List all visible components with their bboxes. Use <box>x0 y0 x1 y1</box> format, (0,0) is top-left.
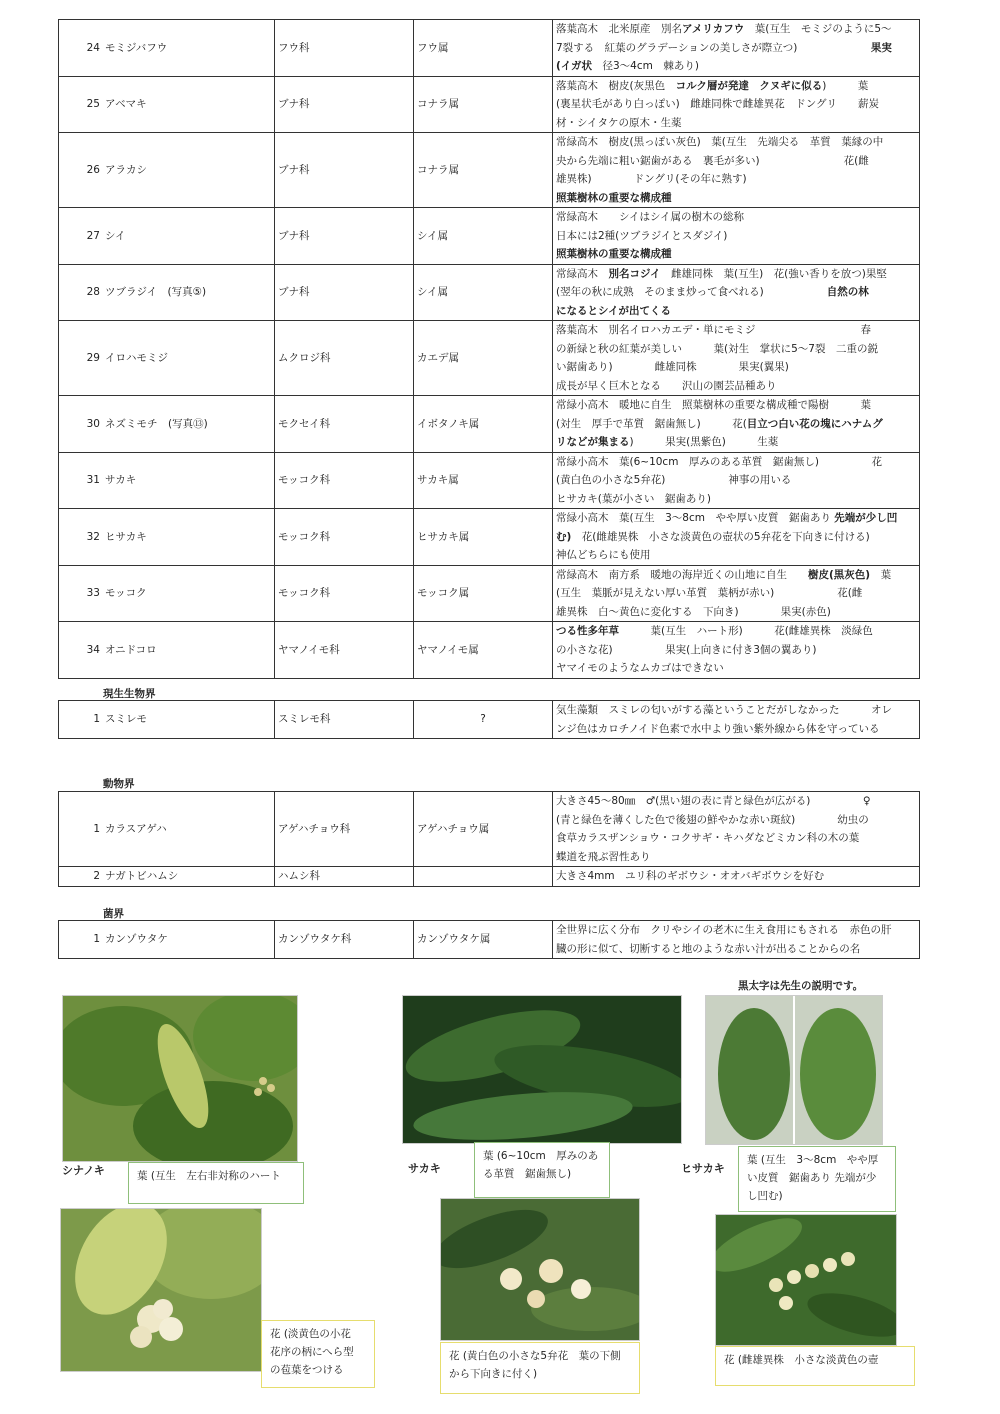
description-line <box>556 603 916 622</box>
description-line <box>556 659 916 678</box>
description-text: (青と緑色を薄くした色で後翅の鮮やかな赤い斑紋) 幼虫の <box>556 813 869 826</box>
row-number: 30 <box>59 396 103 453</box>
description-line <box>556 509 916 528</box>
species-name: モミジバフウ <box>102 20 275 77</box>
description-text: (互生 葉脈が見えない厚い革質 葉柄が赤い) 花(雌 <box>556 587 863 599</box>
hisakaki-flower-photo <box>715 1214 897 1346</box>
emphasis-text: 目立つ白い花の塊にハナムグ <box>746 417 883 430</box>
family-name: カンゾウタケ科 <box>275 921 414 959</box>
species-name: ナガトビハムシ <box>102 867 275 887</box>
row-number: 32 <box>59 509 103 566</box>
description-text: の小さな花) 果実(上向きに付き3個の翼あり) <box>556 643 817 656</box>
emphasis-text: 先端が少し凹 <box>834 512 898 524</box>
description <box>553 396 920 453</box>
caption-line: から下向きに付く) <box>449 1368 538 1380</box>
genus-name: アゲハチョウ属 <box>414 792 553 867</box>
family-name: ムクロジ科 <box>275 321 414 396</box>
description-text: 材・シイタケの原木・生薬 <box>556 116 682 129</box>
description-line <box>556 921 916 940</box>
description-line <box>556 720 916 739</box>
family-name: ヤマノイモ科 <box>275 622 414 679</box>
sakaki-flower-photo <box>440 1198 640 1341</box>
section-title-animal: 動物界 <box>103 778 135 790</box>
description-text: 常緑高木 <box>556 267 609 280</box>
family-name: スミレモ科 <box>275 701 414 739</box>
description-text: 常緑小高木 葉(6~10cm 厚みのある革質 鋸歯無し) 花 <box>556 455 883 468</box>
description-line <box>556 77 916 96</box>
family-name: フウ科 <box>275 20 414 77</box>
description-line <box>556 848 916 867</box>
description-line <box>556 302 916 321</box>
table-row <box>59 133 920 208</box>
description <box>553 701 920 739</box>
row-number: 1 <box>59 921 103 959</box>
caption-line: い皮質 鋸歯あり 先端が少 <box>747 1172 877 1184</box>
description-line <box>556 20 916 39</box>
species-name: モッコク <box>102 565 275 622</box>
description-line <box>556 415 916 434</box>
table-row <box>59 321 920 396</box>
hisakaki-label: ヒサカキ <box>681 1162 725 1175</box>
genus-name: ヒサカキ属 <box>414 509 553 566</box>
row-number: 1 <box>59 792 103 867</box>
sakaki-leaf-photo <box>402 995 682 1144</box>
genus-name: サカキ属 <box>414 452 553 509</box>
shinanoki-flower-photo <box>60 1208 262 1372</box>
description-text: 常緑小高木 葉(互生 3〜8cm やや厚い皮質 鋸歯あり <box>556 512 835 524</box>
description-line <box>556 152 916 171</box>
family-name: モクセイ科 <box>275 396 414 453</box>
row-number: 24 <box>59 20 103 77</box>
shinanoki-label: シナノキ <box>62 1164 105 1177</box>
table-row <box>59 622 920 679</box>
description-line <box>556 622 916 641</box>
table-row <box>59 867 920 887</box>
description <box>553 321 920 396</box>
table-row <box>59 208 920 265</box>
description-text: (裏星状毛があり白っぽい) 雌雄同株で雌雄異花 ドングリ 薪炭 <box>556 98 879 110</box>
table-row <box>59 701 920 739</box>
description-text: ンジ色はカロチノイド色素で水中より強い紫外線から体を守っている <box>556 722 880 735</box>
description-text: 気生藻類 スミレの匂いがする藻ということだがしなかった オレ <box>556 704 892 716</box>
family-name: ブナ科 <box>275 76 414 133</box>
caption-line: 花 (淡黄色の小花 <box>270 1328 351 1340</box>
row-number: 29 <box>59 321 103 396</box>
description-text: 成長が早く巨木となる 沢山の園芸品種あり <box>556 379 777 392</box>
legend-note: 黒太字は先生の説明です。 <box>738 980 864 992</box>
caption-line: 葉 (互生 3〜8cm やや厚 <box>747 1154 879 1166</box>
emphasis-text: アメリカフウ <box>682 23 745 35</box>
description-line <box>556 114 916 133</box>
description-text: 落葉高木 樹皮(灰黒色 <box>556 79 676 92</box>
description-line <box>556 471 916 490</box>
description-text: 常緑高木 樹皮(黒っぽい灰色) 葉(互生 先端尖る 革質 葉縁の中 <box>556 136 884 148</box>
row-number: 28 <box>59 264 103 321</box>
description-text: 葉(互生 ハート形) 花(雌雄異株 淡緑色 <box>619 625 873 637</box>
description-text: 葉 <box>870 568 892 581</box>
emphasis-text: 自然の林 <box>826 286 869 298</box>
description-line <box>556 940 916 959</box>
description-line <box>556 265 916 284</box>
emphasis-text: 果実 <box>870 41 892 54</box>
description <box>553 208 920 265</box>
description-line <box>556 340 916 359</box>
description-line <box>556 433 916 452</box>
caption-line: し凹む) <box>747 1190 783 1202</box>
species-name: イロハモミジ <box>102 321 275 396</box>
row-number: 27 <box>59 208 103 265</box>
row-number: 1 <box>59 701 103 739</box>
description-line <box>556 453 916 472</box>
description-line <box>556 396 916 415</box>
description-text: 葉(互生 モミジのように5〜 <box>744 23 892 35</box>
description-line <box>556 829 916 848</box>
table-row <box>59 76 920 133</box>
caption-line: 葉 (6~10cm 厚みのあ <box>483 1150 599 1162</box>
sakaki-label: サカキ <box>408 1162 441 1175</box>
caption-line: 花序の柄にへら型 <box>270 1346 354 1358</box>
species-name: ツブラジイ (写真⑤) <box>102 264 275 321</box>
table-row <box>59 792 920 867</box>
caption-line: る革質 鋸歯無し) <box>483 1168 572 1180</box>
description-line <box>556 792 916 811</box>
sakaki-leaf-caption <box>474 1142 610 1198</box>
species-name: シイ <box>102 208 275 265</box>
description-line <box>556 208 916 227</box>
genus-name: コナラ属 <box>414 76 553 133</box>
description-text: 径3〜4cm 棘あり) <box>591 60 699 72</box>
emphasis-text: 別名コジイ <box>608 267 661 280</box>
hisakaki-leaf-photo <box>705 995 883 1145</box>
row-number: 2 <box>59 867 103 887</box>
description-text: 臓の形に似て、切断すると地のような赤い汁が出ることからの名 <box>556 942 861 955</box>
description-text: ヤマイモのようなムカゴはできない <box>556 662 724 674</box>
description-text: 雌雄同株 葉(互生) 花(強い香りを放つ)果堅 <box>660 267 887 280</box>
genus-name: カンゾウタケ属 <box>414 921 553 959</box>
description-line <box>556 701 916 720</box>
family-name: ブナ科 <box>275 264 414 321</box>
description-line <box>556 528 916 547</box>
description <box>553 20 920 77</box>
description-line <box>556 57 916 76</box>
description-line <box>556 95 916 114</box>
description-line <box>556 321 916 340</box>
emphasis-text: (イガ状 <box>556 60 592 72</box>
species-name: サカキ <box>102 452 275 509</box>
description-text: 7裂する 紅葉のグラデーションの美しさが際立つ) <box>556 41 871 54</box>
family-name: ブナ科 <box>275 133 414 208</box>
description-text: 食草カラスザンショウ・コクサギ・キハダなどミカン科の木の葉 <box>556 832 860 844</box>
shinanoki-leaf-caption <box>128 1162 304 1204</box>
sakaki-flower-caption <box>440 1342 640 1394</box>
emphasis-text: 樹皮(黒灰色) <box>808 568 871 581</box>
description-text: (対生 厚手で革質 鋸歯無し) 花( <box>556 417 747 430</box>
description <box>553 264 920 321</box>
row-number: 26 <box>59 133 103 208</box>
table-row <box>59 565 920 622</box>
fungi-table <box>58 920 920 959</box>
description-line <box>556 245 916 264</box>
genus-name: コナラ属 <box>414 133 553 208</box>
species-name: ネズミモチ (写真⑬) <box>102 396 275 453</box>
genus-name <box>414 867 553 887</box>
description-line <box>556 377 916 396</box>
description-text: 大きさ45〜80㎜ ♂(黒い翅の表に青と緑色が広がる) ♀ <box>556 795 871 807</box>
shinanoki-leaf-photo <box>62 995 298 1162</box>
caption-line: の苞葉をつける <box>270 1364 344 1376</box>
description-line <box>556 39 916 58</box>
table-row <box>59 921 920 959</box>
genus-name: シイ属 <box>414 264 553 321</box>
genus-name: イボタノキ属 <box>414 396 553 453</box>
description <box>553 792 920 867</box>
row-number: 25 <box>59 76 103 133</box>
description-text: の新緑と秋の紅葉が美しい 葉(対生 掌状に5〜7裂 二重の鋭 <box>556 342 878 355</box>
description-line <box>556 189 916 208</box>
description-text: 神仏どちらにも使用 <box>556 549 651 561</box>
section-title-fungi: 菌界 <box>103 908 124 920</box>
genus-name: カエデ属 <box>414 321 553 396</box>
description-line <box>556 133 916 152</box>
table-row <box>59 20 920 77</box>
family-name: ハムシ科 <box>275 867 414 887</box>
emphasis-text: つる性多年草 <box>556 625 619 637</box>
row-number: 33 <box>59 565 103 622</box>
emphasis-text: 照葉樹林の重要な構成種 <box>556 248 672 260</box>
description-line <box>556 867 916 886</box>
description-text: 大きさ4mm ユリ科のギボウシ・オオバギボウシを好む <box>556 870 825 882</box>
family-name: モッコク科 <box>275 565 414 622</box>
description-text: 花(雌雄異株 小さな淡黄色の壺状の5弁花を下向きに付ける) <box>571 530 870 543</box>
description <box>553 565 920 622</box>
description-line <box>556 811 916 830</box>
emphasis-text: コルク層が発達 クヌギに似る <box>675 79 823 92</box>
description <box>553 509 920 566</box>
table-row <box>59 509 920 566</box>
description-line <box>556 584 916 603</box>
emphasis-text: になるとシイが出てくる <box>556 304 671 317</box>
caption-text: 花 (雌雄異株 小さな淡黄色の壺 <box>724 1354 879 1366</box>
description-text: 雄異株) ドングリ(その年に熟す) <box>556 173 747 185</box>
description-line <box>556 227 916 246</box>
description-text: い鋸歯あり) 雌雄同株 果実(翼果) <box>556 361 789 373</box>
family-name: モッコク科 <box>275 452 414 509</box>
description <box>553 452 920 509</box>
plant-table <box>58 19 920 679</box>
description <box>553 921 920 959</box>
genus-name: シイ属 <box>414 208 553 265</box>
description <box>553 76 920 133</box>
description <box>553 867 920 887</box>
section-title-protist: 現生生物界 <box>103 688 156 700</box>
description-text: 央から先端に粗い鋸歯がある 裏毛が多い) 花(雌 <box>556 154 869 167</box>
description-line <box>556 546 916 565</box>
family-name: ブナ科 <box>275 208 414 265</box>
table-row <box>59 264 920 321</box>
species-name: アベマキ <box>102 76 275 133</box>
description-text: 日本には2種(ツブラジイとスダジイ) <box>556 229 728 242</box>
caption-line: 花 (黄白色の小さな5弁花 葉の下側 <box>449 1350 621 1362</box>
genus-name: ヤマノイモ属 <box>414 622 553 679</box>
description <box>553 133 920 208</box>
table-row <box>59 396 920 453</box>
description-line <box>556 358 916 377</box>
description-text: 落葉高木 北米原産 別名 <box>556 23 682 35</box>
description-text: ) 果実(黒紫色) 生薬 <box>629 436 779 448</box>
description-text: ヒサカキ(葉が小さい 鋸歯あり) <box>556 492 711 505</box>
description-line <box>556 490 916 509</box>
description-text: (黄白色の小さな5弁花) 神事の用いる <box>556 474 792 486</box>
description-text: ) 葉 <box>822 79 869 92</box>
description-text: 常緑高木 シイはシイ属の樹木の総称 <box>556 211 744 223</box>
description-text: 常緑小高木 暖地に自生 照葉樹林の重要な構成種で陽樹 葉 <box>556 399 871 411</box>
description-line <box>556 283 916 302</box>
emphasis-text: リなどが集まる <box>556 436 630 448</box>
description-text: (翌年の秋に成熟 そのまま炒って食べれる) <box>556 286 827 298</box>
genus-name: ? <box>414 701 553 739</box>
description-text: 蝶道を飛ぶ習性あり <box>556 850 651 863</box>
family-name: アゲハチョウ科 <box>275 792 414 867</box>
table-row <box>59 452 920 509</box>
caption-text: 葉 (互生 左右非対称のハート <box>137 1170 281 1182</box>
description-line <box>556 641 916 660</box>
species-name: オニドコロ <box>102 622 275 679</box>
protist-table <box>58 700 920 739</box>
genus-name: モッコク属 <box>414 565 553 622</box>
species-name: ヒサカキ <box>102 509 275 566</box>
species-name: カラスアゲハ <box>102 792 275 867</box>
shinanoki-flower-caption <box>261 1320 375 1388</box>
description-line <box>556 170 916 189</box>
species-name: カンゾウタケ <box>102 921 275 959</box>
emphasis-text: む) <box>556 530 572 543</box>
description-line <box>556 566 916 585</box>
description <box>553 622 920 679</box>
species-name: アラカシ <box>102 133 275 208</box>
description-text: 落葉高木 別名イロハカエデ・単にモミジ 春 <box>556 324 871 336</box>
animal-table <box>58 791 920 887</box>
description-text: 雄異株 白〜黄色に変化する 下向き) 果実(赤色) <box>556 605 831 618</box>
genus-name: フウ属 <box>414 20 553 77</box>
emphasis-text: 照葉樹林の重要な構成種 <box>556 191 672 204</box>
hisakaki-flower-caption <box>715 1346 915 1386</box>
description-text: 常緑高木 南方系 暖地の海岸近くの山地に自生 <box>556 568 808 581</box>
species-name: スミレモ <box>102 701 275 739</box>
description-text: 全世界に広く分布 クリやシイの老木に生え食用にもされる 赤色の肝 <box>556 924 892 936</box>
row-number: 31 <box>59 452 103 509</box>
row-number: 34 <box>59 622 103 679</box>
family-name: モッコク科 <box>275 509 414 566</box>
hisakaki-leaf-caption <box>738 1146 896 1212</box>
